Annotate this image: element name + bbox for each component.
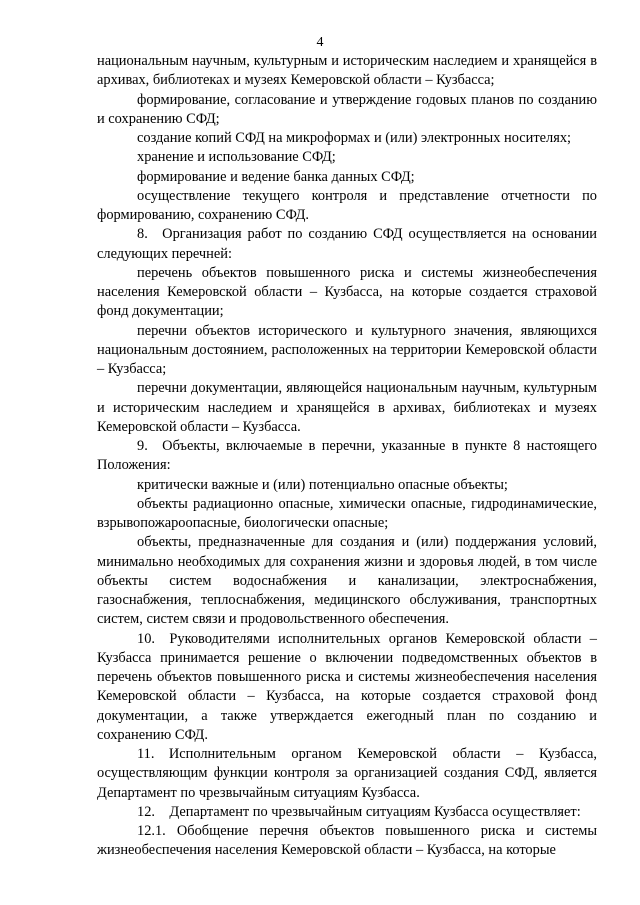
numbered-clause: 11. Исполнительным органом Кемеровской области – Кузбасса, осуществляющим функции контроля за организацией создания СФД, является Департамент по чрезвычайным ситуациям Кузбасса. <box>97 746 597 801</box>
paragraph: перечни документации, являющейся национальным научным, культурным и историческим наследием и хранящейся в архивах, библиотеках и музеях Кемеровской области – Кузбасса. <box>97 380 597 435</box>
numbered-clause: 8. Организация работ по созданию СФД осуществляется на основании следующих перечней: <box>97 226 597 262</box>
paragraph: формирование, согласование и утверждение годовых планов по созданию и сохранению СФД; <box>97 91 597 127</box>
paragraph: формирование и ведение банка данных СФД; <box>137 168 415 185</box>
page-number: 4 <box>316 35 324 50</box>
paragraph: 12.1. Обобщение перечня объектов повышенного риска и системы жизнеобеспечения населения Кемеровской области – Кузбасса, на которые <box>97 823 597 859</box>
paragraph: хранение и использование СФД; <box>137 149 336 166</box>
numbered-clause: 9. Объекты, включаемые в перечни, указанные в пункте 8 настоящего Положения: <box>97 438 597 474</box>
paragraph: объекты, предназначенные для создания и (или) поддержания условий, минимально необходимых для сохранения жизни и здоровья людей, в том числе объекты систем водоснабжения и канализации, электроснабжения, газоснабжения, теплоснабжения, медицинского обслуживания, транспортных систем, систем связи и продовольственного обеспечения. <box>97 534 597 628</box>
paragraph: перечни объектов исторического и культурного значения, являющихся национальным достоянием, расположенных на территории Кемеровской области – Кузбасса; <box>97 322 597 377</box>
paragraph: осуществление текущего контроля и представление отчетности по формированию, сохранению СФД. <box>97 187 597 223</box>
document-body <box>97 52 597 861</box>
paragraph: перечень объектов повышенного риска и системы жизнеобеспечения населения Кемеровской области – Кузбасса, на которые создается страховой фонд документации; <box>97 264 597 320</box>
numbered-clause: 10. Руководителями исполнительных органов Кемеровской области – Кузбасса принимается решение о включении подведомственных объектов в перечень объектов повышенного риска и системы жизнеобеспечения населения Кемеровской области – Кузбасса, на которые создается страховой фонд документации, а также утверждается ежегодный план по созданию и сохранению СФД. <box>97 630 597 743</box>
numbered-clause: 12. Департамент по чрезвычайным ситуациям Кузбасса осуществляет: <box>137 803 581 820</box>
paragraph: критически важные и (или) потенциально опасные объекты; <box>137 476 508 493</box>
paragraph: создание копий СФД на микроформах и (или) электронных носителях; <box>137 130 572 146</box>
paragraph: национальным научным, культурным и историческим наследием и хранящейся в архивах, библиотеках и музеях Кемеровской области – Кузбасса; <box>97 53 597 89</box>
paragraph: объекты радиационно опасные, химически опасные, гидродинамические, взрывопожароопасные, биологически опасные; <box>97 495 597 531</box>
